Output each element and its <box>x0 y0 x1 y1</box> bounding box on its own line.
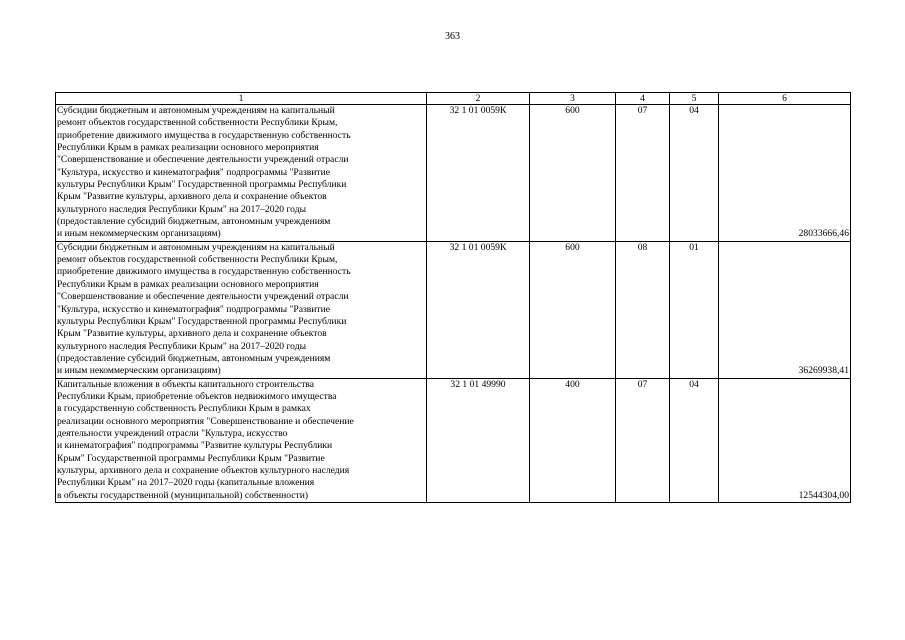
description-cell: Субсидии бюджетным и автономным учреждениям на капитальный ремонт объектов государственной собственности Республики Крым, приобретение движимого имущества в государственную собственность Республики Крым в рамках реализации основного мероприятия "Совершенствование и обеспечение деятельности учреждений отрасли "Культура, искусство и кинематография" подпрограммы "Развитие культуры Республики Крым" Государственной программы Республики Крым "Развитие культуры, архивного дела и сохранение объектов культурного наследия Республики Крым" на 2017–2020 годы (предоставление субсидий бюджетным, автономным учреждениям и иным некоммерческим организациям) <box>56 241 427 378</box>
description-cell: Субсидии бюджетным и автономным учреждениям на капитальный ремонт объектов государственной собственности Республики Крым, приобретение движимого имущества в государственную собственность Республики Крым в рамках реализации основного мероприятия "Совершенствование и обеспечение деятельности учреждений отрасли "Культура, искусство и кинематография" подпрограммы "Развитие культуры Республики Крым" Государственной программы Республики Крым "Развитие культуры, архивного дела и сохранение объектов культурного наследия Республики Крым" на 2017–2020 годы (предоставление субсидий бюджетным, автономным учреждениям и иным некоммерческим организациям) <box>56 105 427 242</box>
column-header: 4 <box>616 93 670 105</box>
table-row <box>56 105 851 242</box>
amount-cell: 36269938,41 <box>719 241 851 378</box>
expense-type-cell: 400 <box>530 378 616 502</box>
section-cell: 08 <box>616 241 670 378</box>
column-header: 3 <box>530 93 616 105</box>
target-article-cell: 32 1 01 0059К <box>427 241 530 378</box>
subsection-cell: 01 <box>670 241 719 378</box>
target-article-cell: 32 1 01 49990 <box>427 378 530 502</box>
column-header: 2 <box>427 93 530 105</box>
section-cell: 07 <box>616 378 670 502</box>
expense-type-cell: 600 <box>530 105 616 242</box>
budget-table <box>55 92 851 503</box>
table-row <box>56 378 851 502</box>
section-cell: 07 <box>616 105 670 242</box>
column-header: 6 <box>719 93 851 105</box>
subsection-cell: 04 <box>670 105 719 242</box>
table-row <box>56 241 851 378</box>
amount-cell: 12544304,00 <box>719 378 851 502</box>
page-number: 363 <box>445 31 460 42</box>
expense-type-cell: 600 <box>530 241 616 378</box>
description-cell: Капитальные вложения в объекты капитального строительства Республики Крым, приобретение объектов недвижимого имущества в государственную собственность Республики Крым в рамках реализации основного мероприятия "Совершенствование и обеспечение деятельности учреждений отрасли "Культура, искусство и кинематография" подпрограммы "Развитие культуры Республики Крым" Государственной программы Республики Крым "Развитие культуры, архивного дела и сохранение объектов культурного наследия Республики Крым" на 2017–2020 годы (капитальные вложения в объекты государственной (муниципальной) собственности) <box>56 378 427 502</box>
column-header: 1 <box>56 93 427 105</box>
amount-cell: 28033666,46 <box>719 105 851 242</box>
subsection-cell: 04 <box>670 378 719 502</box>
header-row <box>56 93 851 105</box>
target-article-cell: 32 1 01 0059К <box>427 105 530 242</box>
column-header: 5 <box>670 93 719 105</box>
